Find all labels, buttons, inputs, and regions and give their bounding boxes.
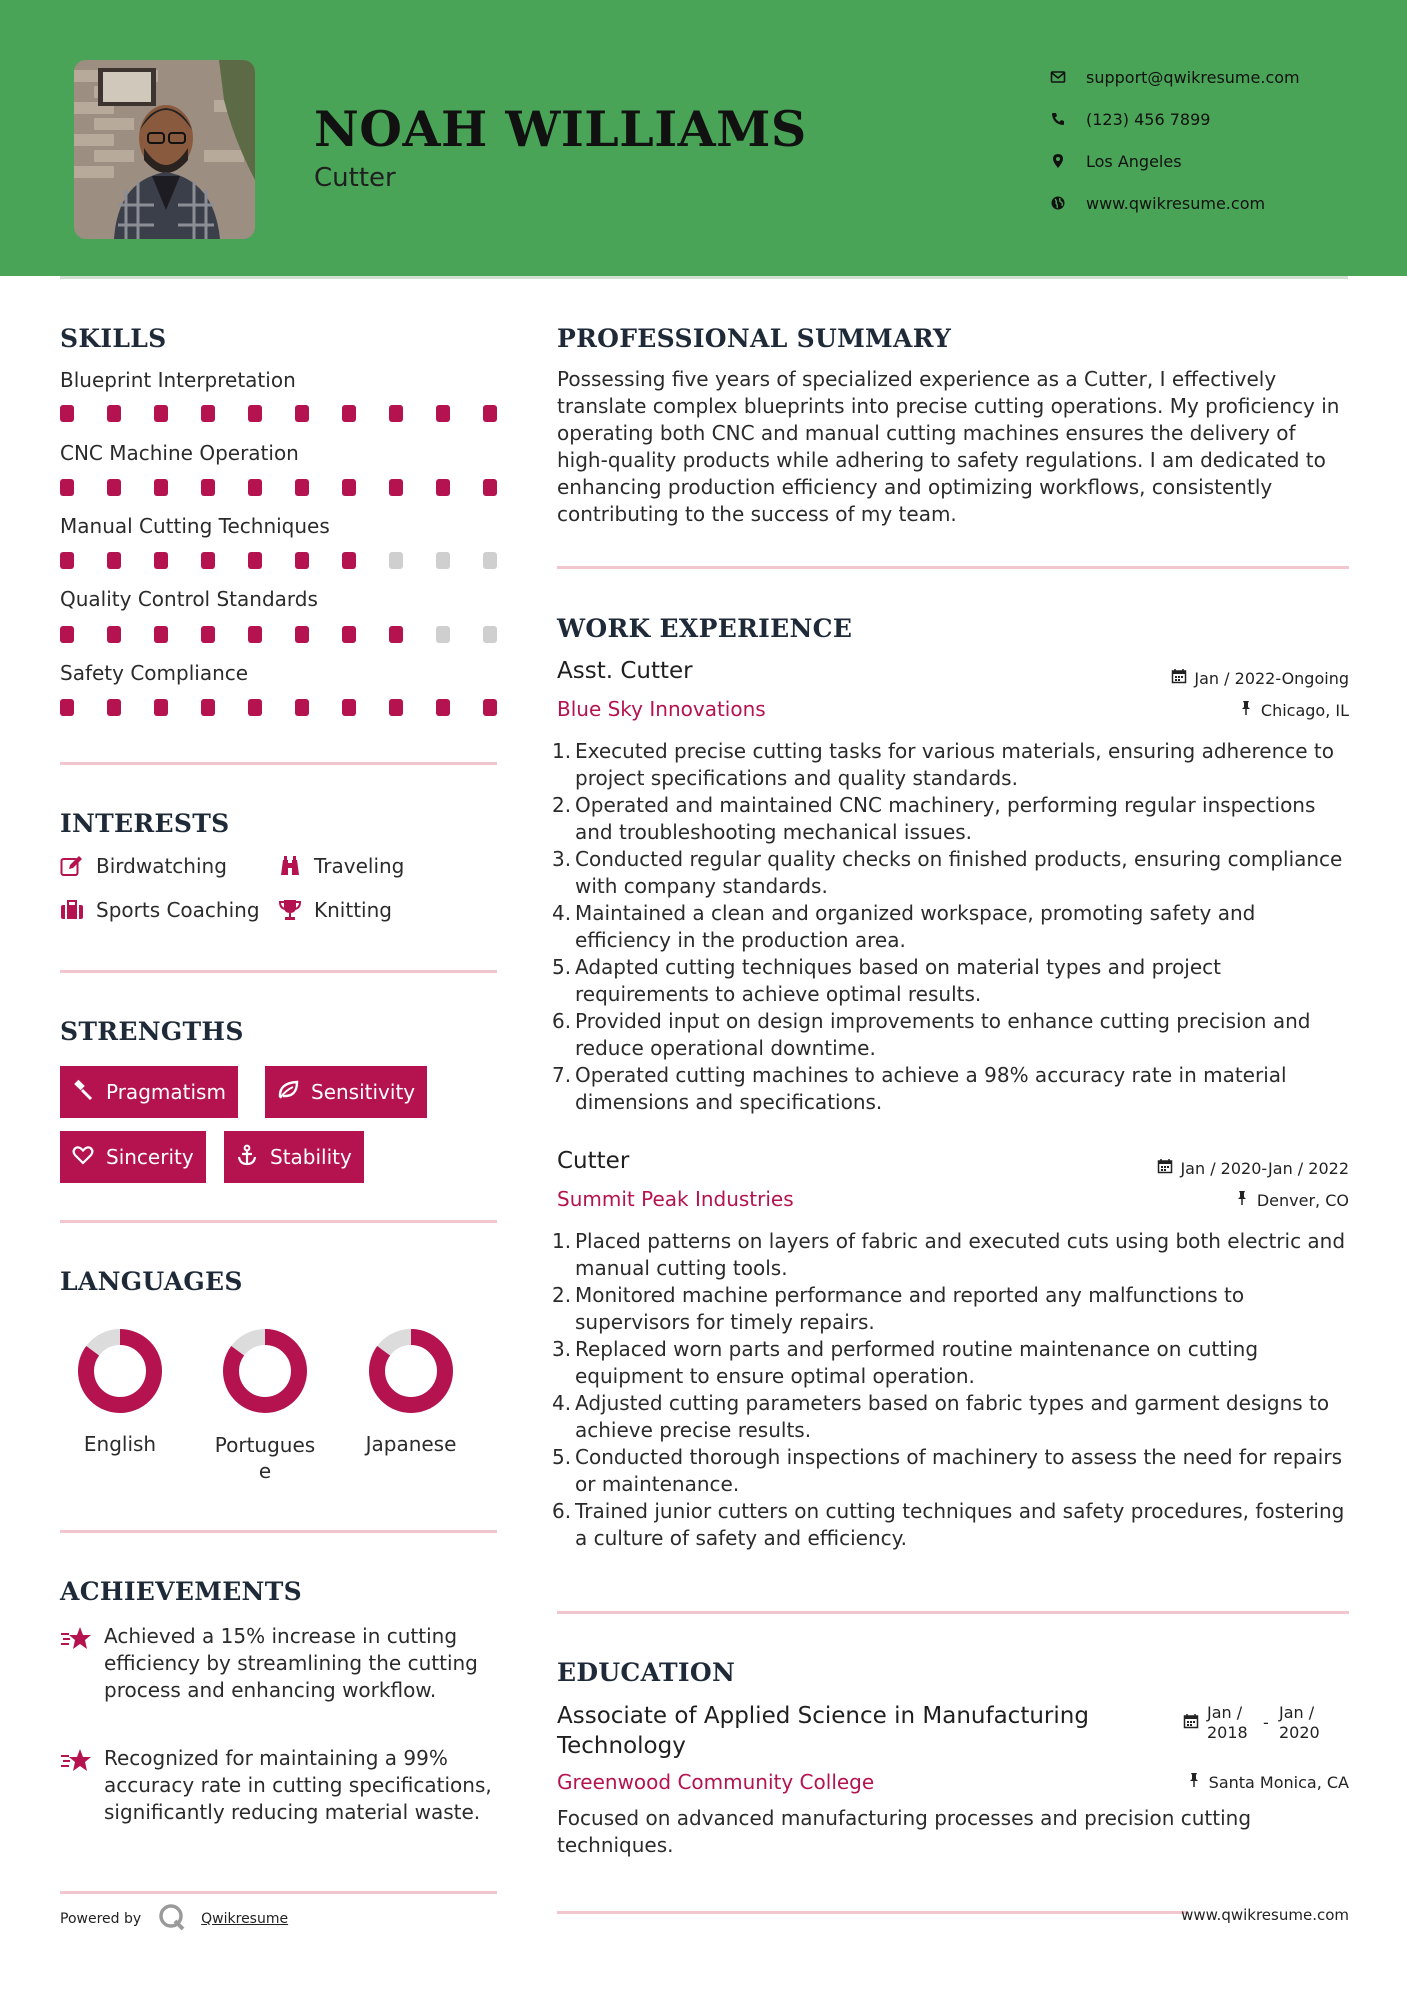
contact-phone-text: (123) 456 7899: [1086, 109, 1211, 129]
pushpin-icon: [1186, 1772, 1209, 1792]
skill-label: Quality Control Standards: [60, 587, 318, 611]
achievement-item: [60, 1623, 500, 1704]
interest-item: [278, 898, 392, 922]
job-responsibilities: [552, 1228, 1352, 1552]
skill-dot-filled: [154, 699, 168, 716]
contact-location: [1050, 140, 1300, 182]
strength-badge: [60, 1066, 238, 1118]
strength-label: Stability: [270, 1145, 352, 1169]
skill-dot-empty: [483, 552, 497, 569]
resume-header: [0, 0, 1407, 276]
briefcase-icon: [60, 899, 96, 921]
candidate-name: NOAH WILLIAMS: [314, 100, 807, 158]
skill-dot-filled: [60, 405, 74, 422]
job-location: [1234, 1190, 1349, 1210]
job-location: [1238, 700, 1349, 720]
skill-dot-filled: [295, 479, 309, 496]
skill-rating: [60, 552, 497, 569]
list-item: 5. Conducted thorough inspections of machinery to assess the need for repairs or maintenance.: [552, 1445, 1343, 1496]
skill-dot-filled: [154, 479, 168, 496]
skill-dot-filled: [154, 626, 168, 643]
skill-label: CNC Machine Operation: [60, 441, 299, 465]
list-item: 7. Operated cutting machines to achieve a 98% accuracy rate in material dimensions and specifications.: [552, 1063, 1287, 1114]
header-divider: [60, 276, 1348, 279]
footer-website-link[interactable]: www.qwikresume.com: [1181, 1906, 1349, 1924]
skill-dot-empty: [483, 626, 497, 643]
leaf-icon: [277, 1079, 311, 1106]
job-company: Summit Peak Industries: [557, 1187, 794, 1211]
skill-dot-filled: [201, 552, 215, 569]
skill-dot-filled: [60, 552, 74, 569]
skill-dot-filled: [107, 699, 121, 716]
section-divider: [60, 1220, 497, 1223]
language-proficiency-chart: [77, 1328, 163, 1414]
list-item: 6. Provided input on design improvements to enhance cutting precision and reduce operational downtime.: [552, 1009, 1311, 1060]
achievement-text: Achieved a 15% increase in cutting efficiency by streamlining the cutting process and enhancing workflow.: [104, 1624, 478, 1702]
contact-email-text: support@qwikresume.com: [1086, 67, 1300, 87]
skill-dot-filled: [60, 479, 74, 496]
skill-dot-filled: [201, 626, 215, 643]
interest-item: [278, 854, 404, 878]
skill-dot-filled: [107, 626, 121, 643]
contact-phone[interactable]: [1050, 98, 1300, 140]
calendar-icon: [1183, 1703, 1207, 1743]
section-divider: [557, 566, 1349, 569]
skill-dot-filled: [483, 699, 497, 716]
skill-dot-filled: [295, 699, 309, 716]
job-title: Asst. Cutter: [557, 658, 693, 684]
skill-rating: [60, 479, 497, 496]
interest-item: [60, 854, 227, 878]
job-location-text: Denver, CO: [1256, 1190, 1349, 1210]
skill-dot-filled: [295, 405, 309, 422]
calendar-icon: [1157, 1158, 1180, 1178]
skill-dot-filled: [436, 699, 450, 716]
skill-label: Safety Compliance: [60, 661, 249, 685]
strengths-title: STRENGTHS: [60, 1017, 244, 1046]
trophy-icon: [278, 899, 314, 921]
skill-dot-filled: [436, 405, 450, 422]
skill-dot-filled: [342, 479, 356, 496]
contact-list: [1050, 56, 1300, 224]
skill-dot-filled: [201, 479, 215, 496]
skill-dot-filled: [342, 552, 356, 569]
list-item: 1. Executed precise cutting tasks for various materials, ensuring adherence to project specifications and quality standards.: [552, 739, 1335, 790]
section-divider: [60, 762, 497, 765]
binoculars-icon: [278, 855, 314, 877]
job-dates-text: Jan / 2020-Jan / 2022: [1180, 1158, 1349, 1178]
skill-dot-filled: [342, 626, 356, 643]
skill-dot-empty: [389, 552, 403, 569]
skill-dot-filled: [248, 626, 262, 643]
skill-dot-empty: [436, 552, 450, 569]
map-marker-icon: [1050, 153, 1086, 169]
section-divider: [557, 1911, 1187, 1914]
skill-dot-filled: [248, 699, 262, 716]
skill-dot-filled: [389, 626, 403, 643]
profile-photo: [74, 60, 255, 239]
contact-email[interactable]: [1050, 56, 1300, 98]
pushpin-icon: [1234, 1190, 1257, 1210]
languages-title: LANGUAGES: [60, 1267, 243, 1296]
gavel-icon: [72, 1079, 106, 1106]
school-name: Greenwood Community College: [557, 1770, 875, 1794]
job-title: Cutter: [557, 1148, 630, 1174]
skill-dot-filled: [60, 699, 74, 716]
skill-rating: [60, 405, 497, 422]
job-dates-text: Jan / 2022-Ongoing: [1194, 668, 1349, 688]
anchor-icon: [236, 1144, 270, 1171]
list-item: 2. Operated and maintained CNC machinery, performing regular inspections and troubleshooting mechanical issues.: [552, 793, 1316, 844]
list-item: 1. Placed patterns on layers of fabric and executed cuts using both electric and manual cutting tools.: [552, 1229, 1346, 1280]
qwikresume-link[interactable]: Qwikresume: [201, 1911, 289, 1927]
experience-title: WORK EXPERIENCE: [557, 614, 853, 643]
education-start: Jan / 2018: [1207, 1703, 1248, 1742]
skill-dot-filled: [154, 405, 168, 422]
skill-dot-filled: [201, 699, 215, 716]
star-icon: [60, 1745, 104, 1826]
education-location-text: Santa Monica, CA: [1208, 1772, 1349, 1792]
language-label: English: [83, 1432, 157, 1456]
degree-title: Associate of Applied Science in Manufacturing Technology: [557, 1703, 1089, 1759]
contact-website[interactable]: [1050, 182, 1300, 224]
education-title: EDUCATION: [557, 1658, 736, 1687]
job-company: Blue Sky Innovations: [557, 697, 766, 721]
job-dates: [1171, 668, 1349, 688]
section-divider: [60, 1530, 497, 1533]
strength-label: Pragmatism: [106, 1080, 226, 1104]
skill-rating: [60, 626, 497, 643]
section-divider: [557, 1611, 1349, 1614]
skill-dot-filled: [342, 405, 356, 422]
list-item: 2. Monitored machine performance and reported any malfunctions to supervisors for timely repairs.: [552, 1283, 1245, 1334]
section-divider: [60, 1891, 497, 1894]
globe-icon: [1050, 195, 1086, 211]
list-item: 6. Trained junior cutters on cutting techniques and safety procedures, fostering a culture of safety and efficiency.: [552, 1499, 1345, 1550]
skill-dot-filled: [107, 405, 121, 422]
education-dates: [1183, 1703, 1335, 1743]
education-description: Focused on advanced manufacturing processes and precision cutting techniques.: [557, 1806, 1252, 1857]
skill-rating: [60, 699, 497, 716]
education-location: [1186, 1772, 1349, 1792]
pushpin-icon: [1238, 700, 1261, 720]
list-item: 3. Conducted regular quality checks on finished products, ensuring compliance with company standards.: [552, 847, 1343, 898]
skill-dot-filled: [483, 479, 497, 496]
skill-dot-filled: [389, 699, 403, 716]
contact-website-text: www.qwikresume.com: [1086, 193, 1266, 213]
skill-label: Manual Cutting Techniques: [60, 514, 330, 538]
language-label: Japanese: [365, 1432, 457, 1456]
heart-icon: [72, 1144, 106, 1171]
star-icon: [60, 1623, 104, 1704]
summary-title: PROFESSIONAL SUMMARY: [557, 324, 952, 353]
skill-dot-filled: [248, 405, 262, 422]
interest-item: [60, 898, 260, 922]
interests-title: INTERESTS: [60, 809, 230, 838]
strength-label: Sincerity: [106, 1145, 194, 1169]
list-item: 3. Replaced worn parts and performed routine maintenance on cutting equipment to ensure optimal operation.: [552, 1337, 1259, 1388]
interest-label: Traveling: [314, 854, 405, 878]
language-proficiency-chart: [368, 1328, 454, 1414]
skill-dot-filled: [436, 479, 450, 496]
skill-dot-filled: [107, 479, 121, 496]
strength-badge: [60, 1131, 206, 1183]
interest-label: Birdwatching: [96, 854, 227, 878]
skill-dot-empty: [436, 626, 450, 643]
powered-by-label: Powered by: [60, 1911, 142, 1927]
education-end: Jan / 2020: [1279, 1703, 1320, 1742]
interest-label: Knitting: [314, 898, 392, 922]
pencil-square-icon: [60, 855, 96, 877]
interest-label: Sports Coaching: [96, 898, 260, 922]
qwikresume-logo-icon: [141, 1902, 201, 1936]
language-proficiency-chart: [222, 1328, 308, 1414]
skill-dot-filled: [201, 405, 215, 422]
achievement-text: Recognized for maintaining a 99% accuracy rate in cutting specifications, significantly reducing material waste.: [104, 1746, 492, 1824]
list-item: 5. Adapted cutting techniques based on material types and project requirements to achieve optimal results.: [552, 955, 1222, 1006]
skill-label: Blueprint Interpretation: [60, 368, 296, 392]
contact-location-text: Los Angeles: [1086, 151, 1182, 171]
achievements-title: ACHIEVEMENTS: [60, 1577, 302, 1606]
skill-dot-filled: [60, 626, 74, 643]
summary-text: Possessing five years of specialized experience as a Cutter, I effectively translate complex blueprints into precise cutting operations. My proficiency in operating both CNC and manual cutting machines ensures the delivery of high-quality products while adhering to safety regulations. I am dedicated to enhancing production efficiency and optimizing workflows, consistently contributing to the success of my team.: [557, 367, 1340, 526]
strength-badge: [224, 1131, 364, 1183]
skill-dot-filled: [295, 626, 309, 643]
job-responsibilities: [552, 738, 1352, 1116]
job-location-text: Chicago, IL: [1260, 700, 1349, 720]
achievement-item: [60, 1745, 500, 1826]
skill-dot-filled: [483, 405, 497, 422]
phone-icon: [1050, 111, 1086, 127]
list-item: 4. Maintained a clean and organized workspace, promoting safety and efficiency in the production area.: [552, 901, 1256, 952]
powered-by: [60, 1902, 288, 1936]
language-label: Portugues e: [214, 1433, 316, 1483]
skill-dot-filled: [389, 479, 403, 496]
skill-dot-filled: [295, 552, 309, 569]
list-item: 4. Adjusted cutting parameters based on fabric types and garment designs to achieve precise results.: [552, 1391, 1330, 1442]
skill-dot-filled: [248, 552, 262, 569]
strength-badge: [265, 1066, 427, 1118]
job-dates: [1157, 1158, 1349, 1178]
skill-dot-filled: [154, 552, 168, 569]
envelope-icon: [1050, 69, 1086, 85]
calendar-icon: [1171, 668, 1194, 688]
section-divider: [60, 970, 497, 973]
skill-dot-filled: [107, 552, 121, 569]
skills-title: SKILLS: [60, 324, 167, 353]
education-date-dash: -: [1263, 1713, 1269, 1732]
candidate-role: Cutter: [314, 163, 396, 193]
skill-dot-filled: [342, 699, 356, 716]
skill-dot-filled: [248, 479, 262, 496]
strength-label: Sensitivity: [311, 1080, 416, 1104]
skill-dot-filled: [389, 405, 403, 422]
